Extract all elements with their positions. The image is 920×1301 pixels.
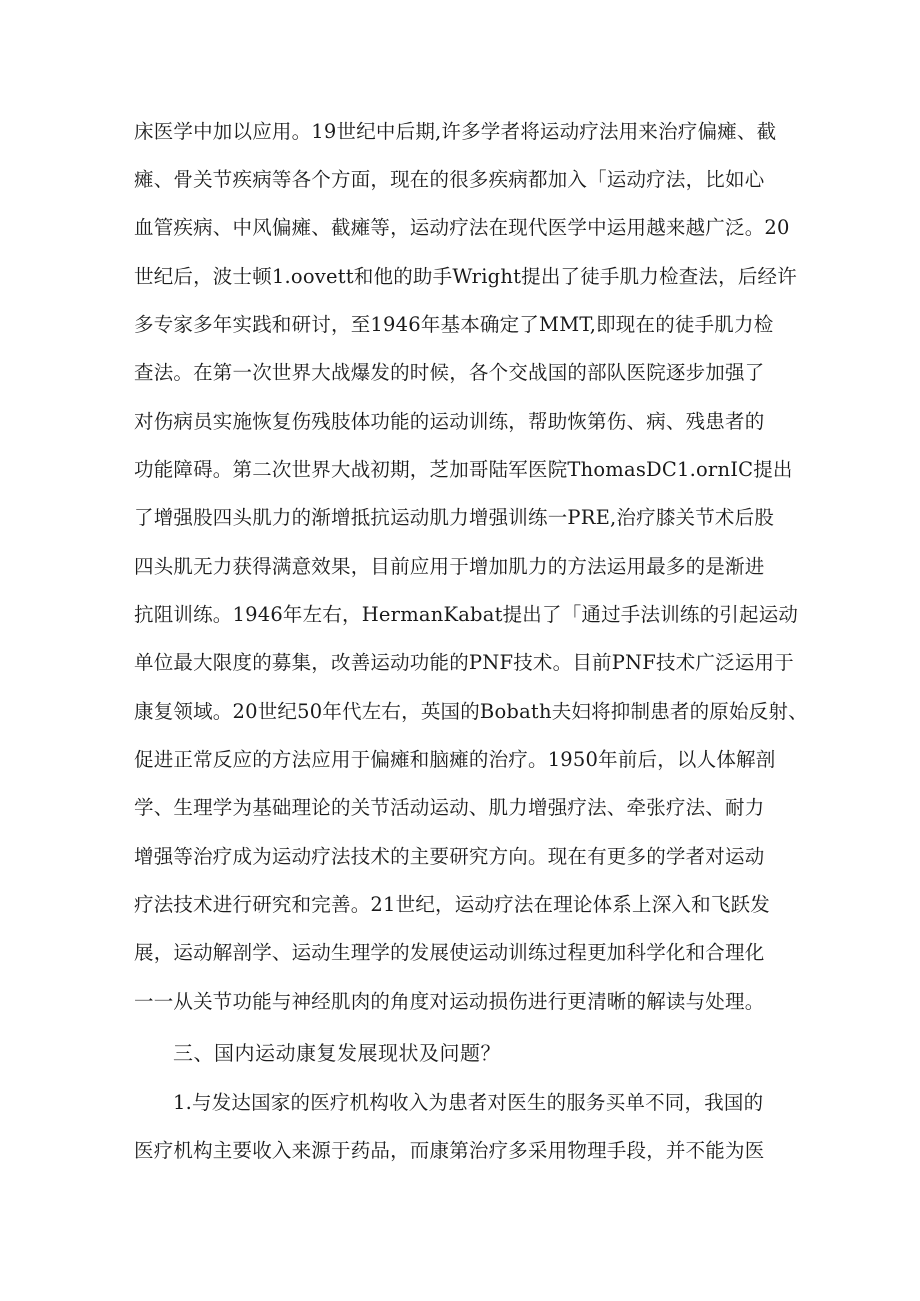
body-text-line: 促进正常反应的方法应用于偏瘫和脑瘫的治疗。1950年前后，以人体解剖	[134, 748, 776, 771]
body-text-line: 1.与发达国家的医疗机构收入为患者对医生的服务买单不同，我国的	[173, 1091, 764, 1114]
body-text-line: 增强等治疗成为运动疗法技术的主要研究方向。现在有更多的学者对运动	[134, 845, 765, 868]
body-text-line: 学、生理学为基础理论的关节活动运动、肌力增强疗法、牵张疗法、耐力	[134, 796, 765, 819]
body-text-line: 四头肌无力获得满意效果，目前应用于增加肌力的方法运用最多的是渐进	[134, 555, 765, 578]
body-text-line: 世纪后，波士顿1.oovett和他的助手Wright提出了徒手肌力检查法，后经许	[134, 265, 797, 288]
body-text-line: 展，运动解剖学、运动生理学的发展使运动训练过程更加科学化和合理化	[134, 941, 765, 964]
body-text-line: 医疗机构主要收入来源于药品，而康第治疗多采用物理手段，并不能为医	[134, 1139, 765, 1162]
body-text-line: 对伤病员实施恢复伤残肢体功能的运动训练，帮助恢第伤、病、残患者的	[134, 410, 765, 433]
body-text-line: 床医学中加以应用。19世纪中后期,许多学者将运动疗法用来治疗偏瘫、截	[134, 120, 777, 143]
body-text-line: 一一从关节功能与神经肌肉的角度对运动损伤进行更清晰的解读与处理。	[134, 990, 765, 1013]
body-text-line: 了增强股四头肌力的渐增抵抗运动肌力增强训练一PRE,治疗膝关节术后股	[134, 506, 775, 529]
body-text-line: 多专家多年实践和研讨，至1946年基本确定了MMT,即现在的徒手肌力检	[134, 313, 774, 336]
body-text-line: 单位最大限度的募集，改善运动功能的PNF技术。目前PNF技术广泛运用于	[134, 651, 794, 674]
body-text-line: 功能障碍。第二次世界大战初期，芝加哥陆军医院ThomasDC1.ornIC提出	[134, 458, 793, 481]
body-text-line: 抗阻训练。1946年左右，HermanKabat提出了「通过手法训练的引起运动	[134, 603, 799, 626]
body-text-line: 查法。在第一次世界大战爆发的时候，各个交战国的部队医院逐步加强了	[134, 361, 765, 384]
body-text-line: 血管疾病、中风偏瘫、截瘫等，运动疗法在现代医学中运用越来越广泛。20	[134, 216, 790, 239]
body-text-line: 康复领域。20世纪50年代左右，英国的Bobath夫妇将抑制患者的原始反射、	[134, 700, 808, 723]
body-text-line: 疗法技术进行研究和完善。21世纪，运动疗法在理论体系上深入和飞跃发	[134, 893, 770, 916]
body-text-line: 瘫、骨关节疾病等各个方面，现在的很多疾病都加入「运动疗法，比如心	[134, 168, 765, 191]
section-heading: 三、国内运动康复发展现状及问题？	[173, 1041, 501, 1065]
